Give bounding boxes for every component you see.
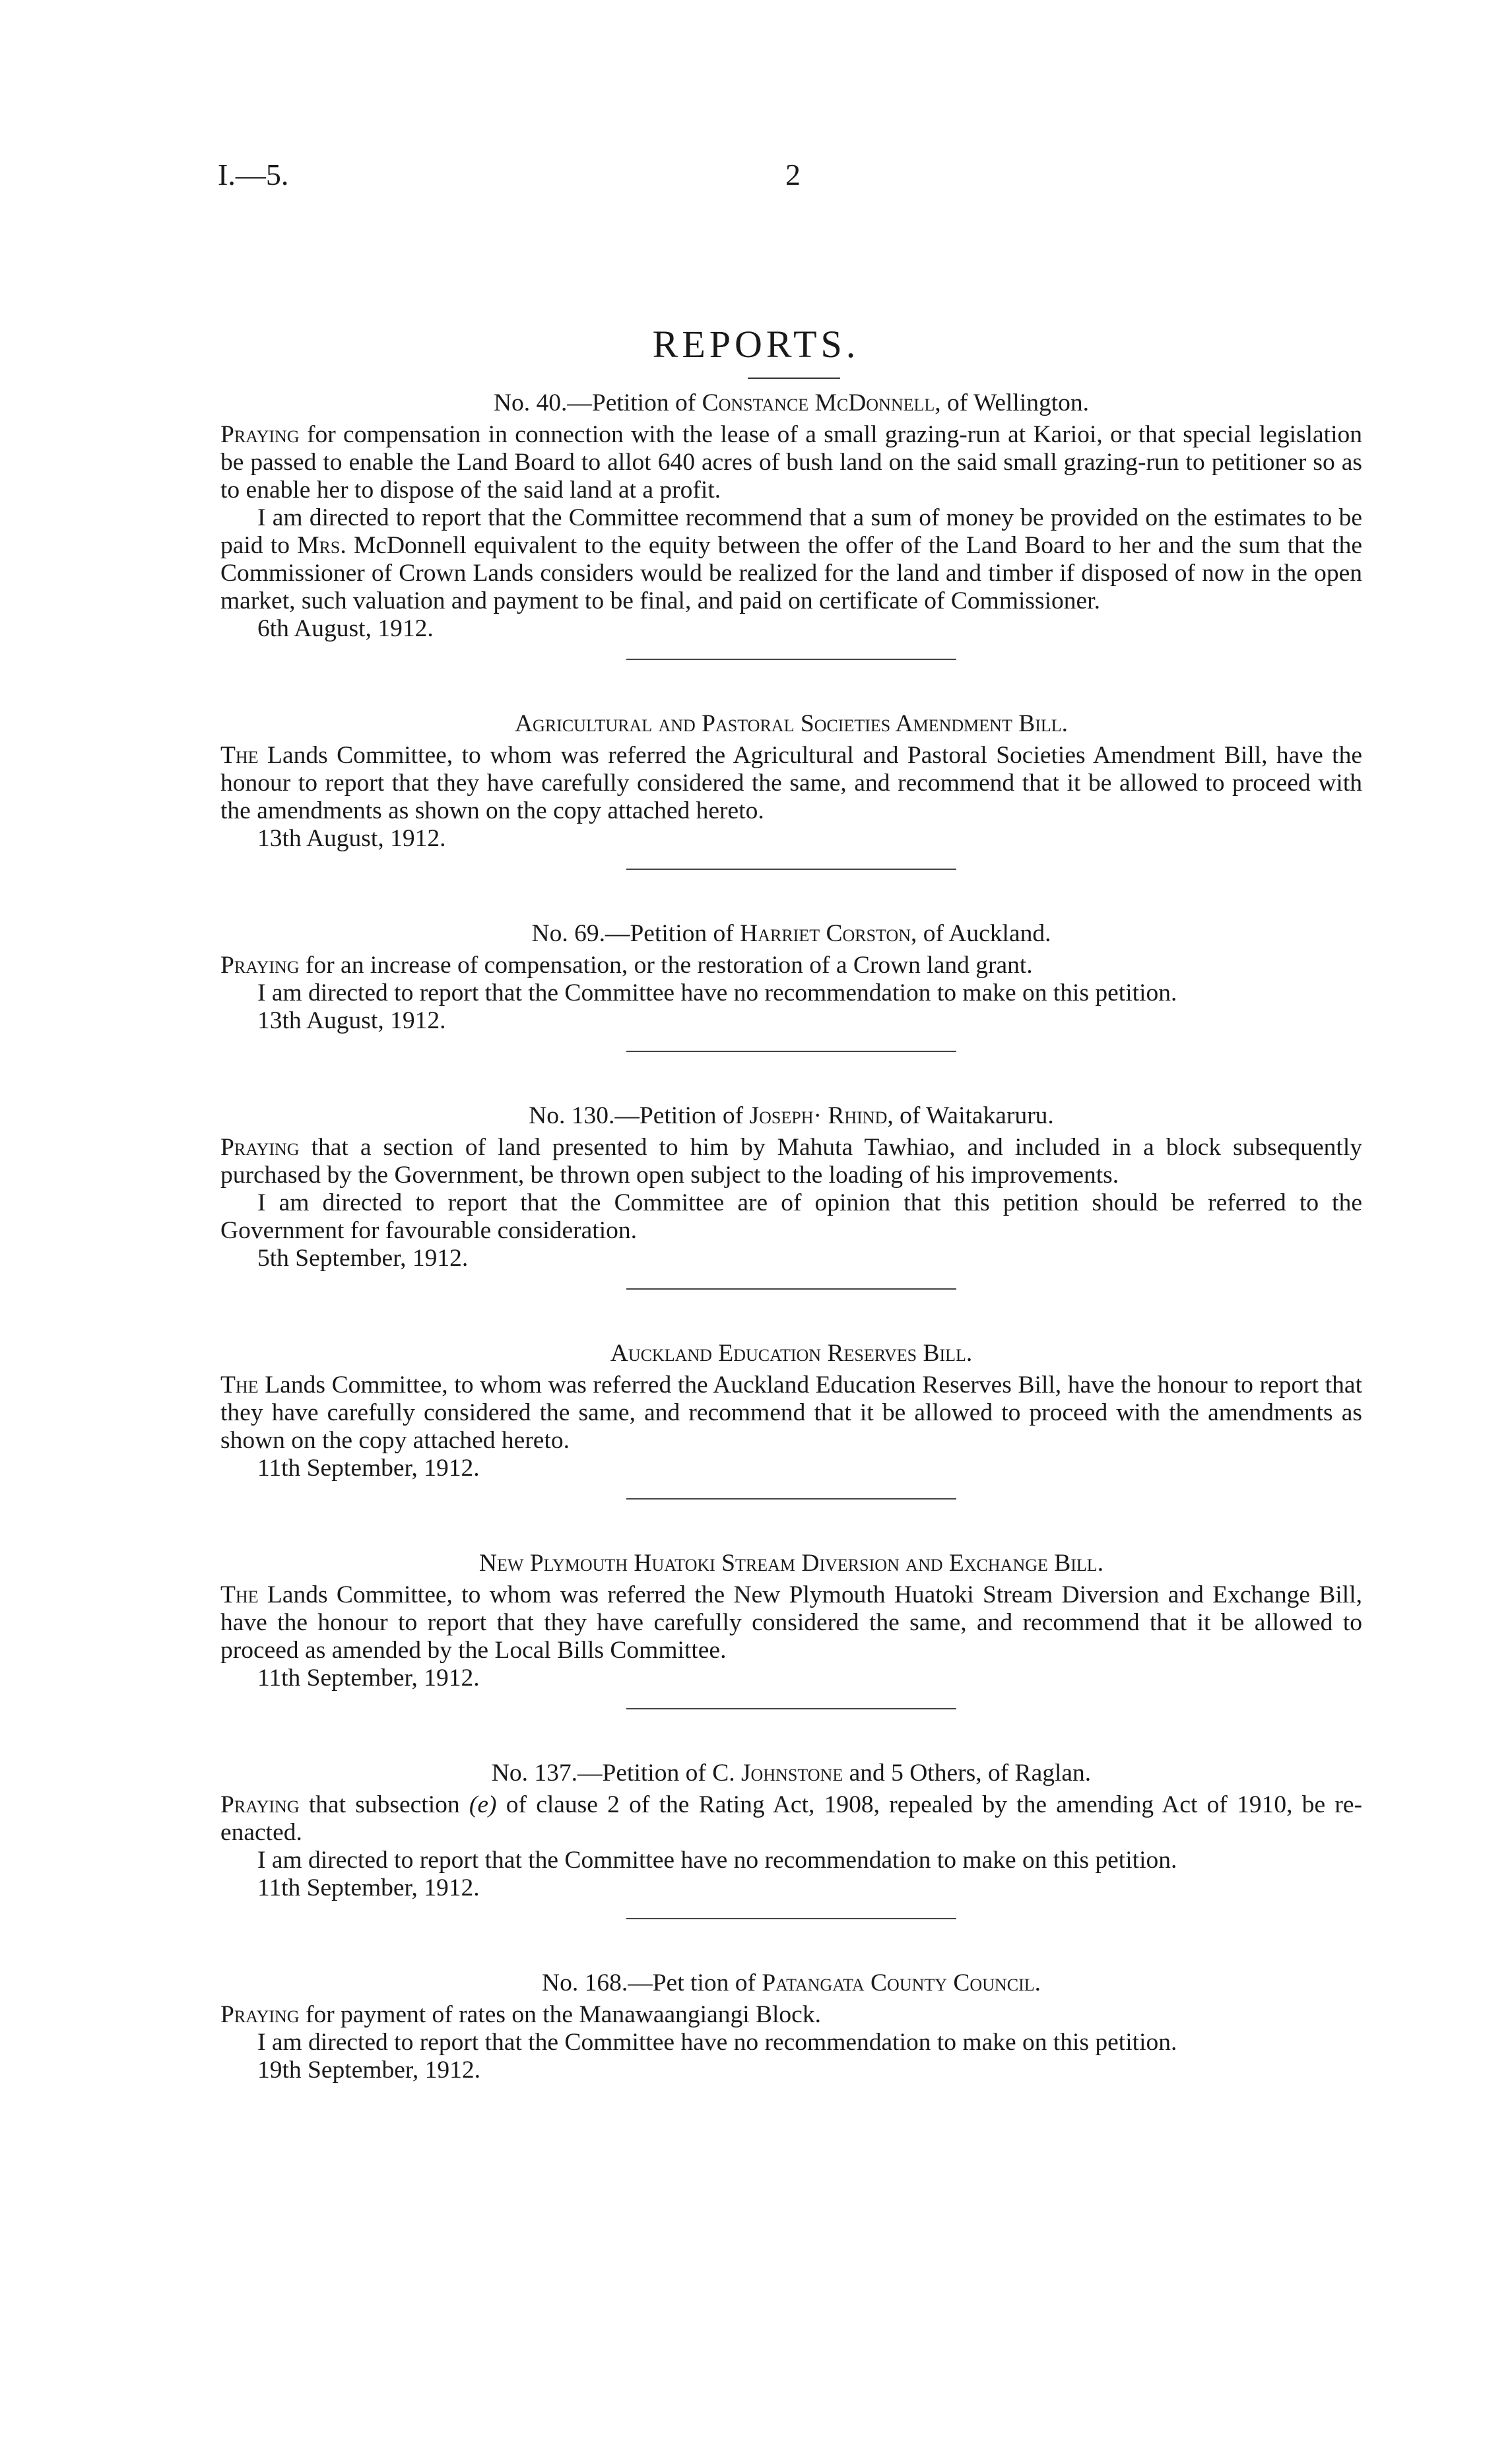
petitioner-name: Harriet Corston <box>740 920 911 947</box>
reports-content <box>220 389 1362 2084</box>
section-heading: Agricultural and Pastoral Societies Amendment Bill. <box>514 710 1068 737</box>
report-section-petition-130 <box>220 1102 1362 1290</box>
report-date: 13th August, 1912. <box>257 825 446 852</box>
section-heading: No. 137.—Petition of C. Johnstone and 5 Others, of Raglan. <box>491 1760 1092 1787</box>
report-date: 11th September, 1912. <box>257 1874 480 1901</box>
petitioner-name: Constance McDonnell <box>702 389 935 416</box>
section-heading: No. 130.—Petition of Joseph· Rhind, of Waitakaruru. <box>529 1102 1054 1129</box>
report-date: 6th August, 1912. <box>257 615 434 642</box>
petition-body: Praying for compensation in connection with the lease of a small grazing-run at Karioi, or that special legislation be passed to enable the Land Board to allot 640 acres of bush land on the said small grazing-run to petitioner so as to enable her to dispose of the said land at a profit. <box>220 421 1363 504</box>
committee-report: I am directed to report that the Committee are of opinion that this petition should be referred to the Government for favourable consideration. <box>220 1189 1362 1244</box>
report-date: 11th September, 1912. <box>257 1455 480 1482</box>
section-heading: No. 40.—Petition of Constance McDonnell, of Wellington. <box>493 389 1090 416</box>
committee-report: I am directed to report that the Committee have no recommendation to make on this petition. <box>257 979 1177 1006</box>
bill-report-body: The Lands Committee, to whom was referred the Auckland Education Reserves Bill, have the honour to report that they have carefully considered the same, and recommend that it be allowed to proceed with the amendments as shown on the copy attached hereto. <box>220 1371 1362 1454</box>
section-heading: New Plymouth Huatoki Stream Diversion and Exchange Bill. <box>478 1550 1104 1577</box>
report-date: 19th September, 1912. <box>257 2057 481 2084</box>
page-number: 2 <box>785 158 801 191</box>
committee-report: I am directed to report that the Committee recommend that a sum of money be provided on the estimates to be paid to Mrs. McDonnell equivalent to the equity between the offer of the Land Board to her and the sum that the Commissioner of Crown Lands considers would be realized for the land and timber if disposed of now in the open market, such valuation and payment to be final, and paid on certificate of Commissioner. <box>220 504 1363 614</box>
report-section-petition-137 <box>220 1760 1362 1919</box>
report-section-petition-40 <box>220 389 1362 660</box>
report-section-petition-69 <box>220 920 1362 1052</box>
page-title: REPORTS. <box>652 323 860 366</box>
title-rule <box>748 378 840 379</box>
petition-body: Praying that subsection (e) of clause 2 of the Rating Act, 1908, repealed by the amending Act of 1910, be re-enacted. <box>220 1791 1363 1846</box>
report-date: 11th September, 1912. <box>257 1665 480 1692</box>
report-section-agricultural-bill <box>220 710 1362 870</box>
committee-report: I am directed to report that the Committee have no recommendation to make on this petition. <box>257 2029 1177 2056</box>
report-section-petition-168 <box>220 1969 1362 2084</box>
petitioner-name: Johnstone <box>740 1760 843 1787</box>
bill-report-body: The Lands Committee, to whom was referred the New Plymouth Huatoki Stream Diversion and Exchange Bill, have the honour to report that they have carefully considered the same, and recommend that it be allowed to proceed as amended by the Local Bills Committee. <box>220 1581 1362 1664</box>
committee-report: I am directed to report that the Committee have no recommendation to make on this petition. <box>257 1847 1177 1874</box>
petitioner-name: Joseph· Rhind <box>749 1102 888 1129</box>
section-heading: Auckland Education Reserves Bill. <box>610 1340 973 1367</box>
bill-report-body: The Lands Committee, to whom was referred the Agricultural and Pastoral Societies Amendment Bill, have the honour to report that they have carefully considered the same, and recommend that it be allowed to proceed with the amendments as shown on the copy attached hereto. <box>220 742 1362 824</box>
report-date: 5th September, 1912. <box>257 1245 469 1272</box>
report-date: 13th August, 1912. <box>257 1007 446 1034</box>
petitioner-name: Patangata County Council <box>762 1969 1035 1996</box>
report-section-new-plymouth-bill <box>220 1550 1362 1709</box>
petition-body: Praying for an increase of compensation, or the restoration of a Crown land grant. <box>220 952 1033 979</box>
section-heading: No. 168.—Pet tion of Patangata County Council. <box>541 1969 1041 1996</box>
document-reference: I.—5. <box>218 158 289 191</box>
section-heading: No. 69.—Petition of Harriet Corston, of Auckland. <box>531 920 1051 947</box>
petition-body: Praying that a section of land presented to him by Mahuta Tawhiao, and included in a block subsequently purchased by the Government, be thrown open subject to the loading of his improvements. <box>220 1134 1362 1189</box>
report-section-auckland-bill <box>220 1340 1362 1500</box>
petition-body: Praying for payment of rates on the Manawaangiangi Block. <box>220 2001 821 2028</box>
